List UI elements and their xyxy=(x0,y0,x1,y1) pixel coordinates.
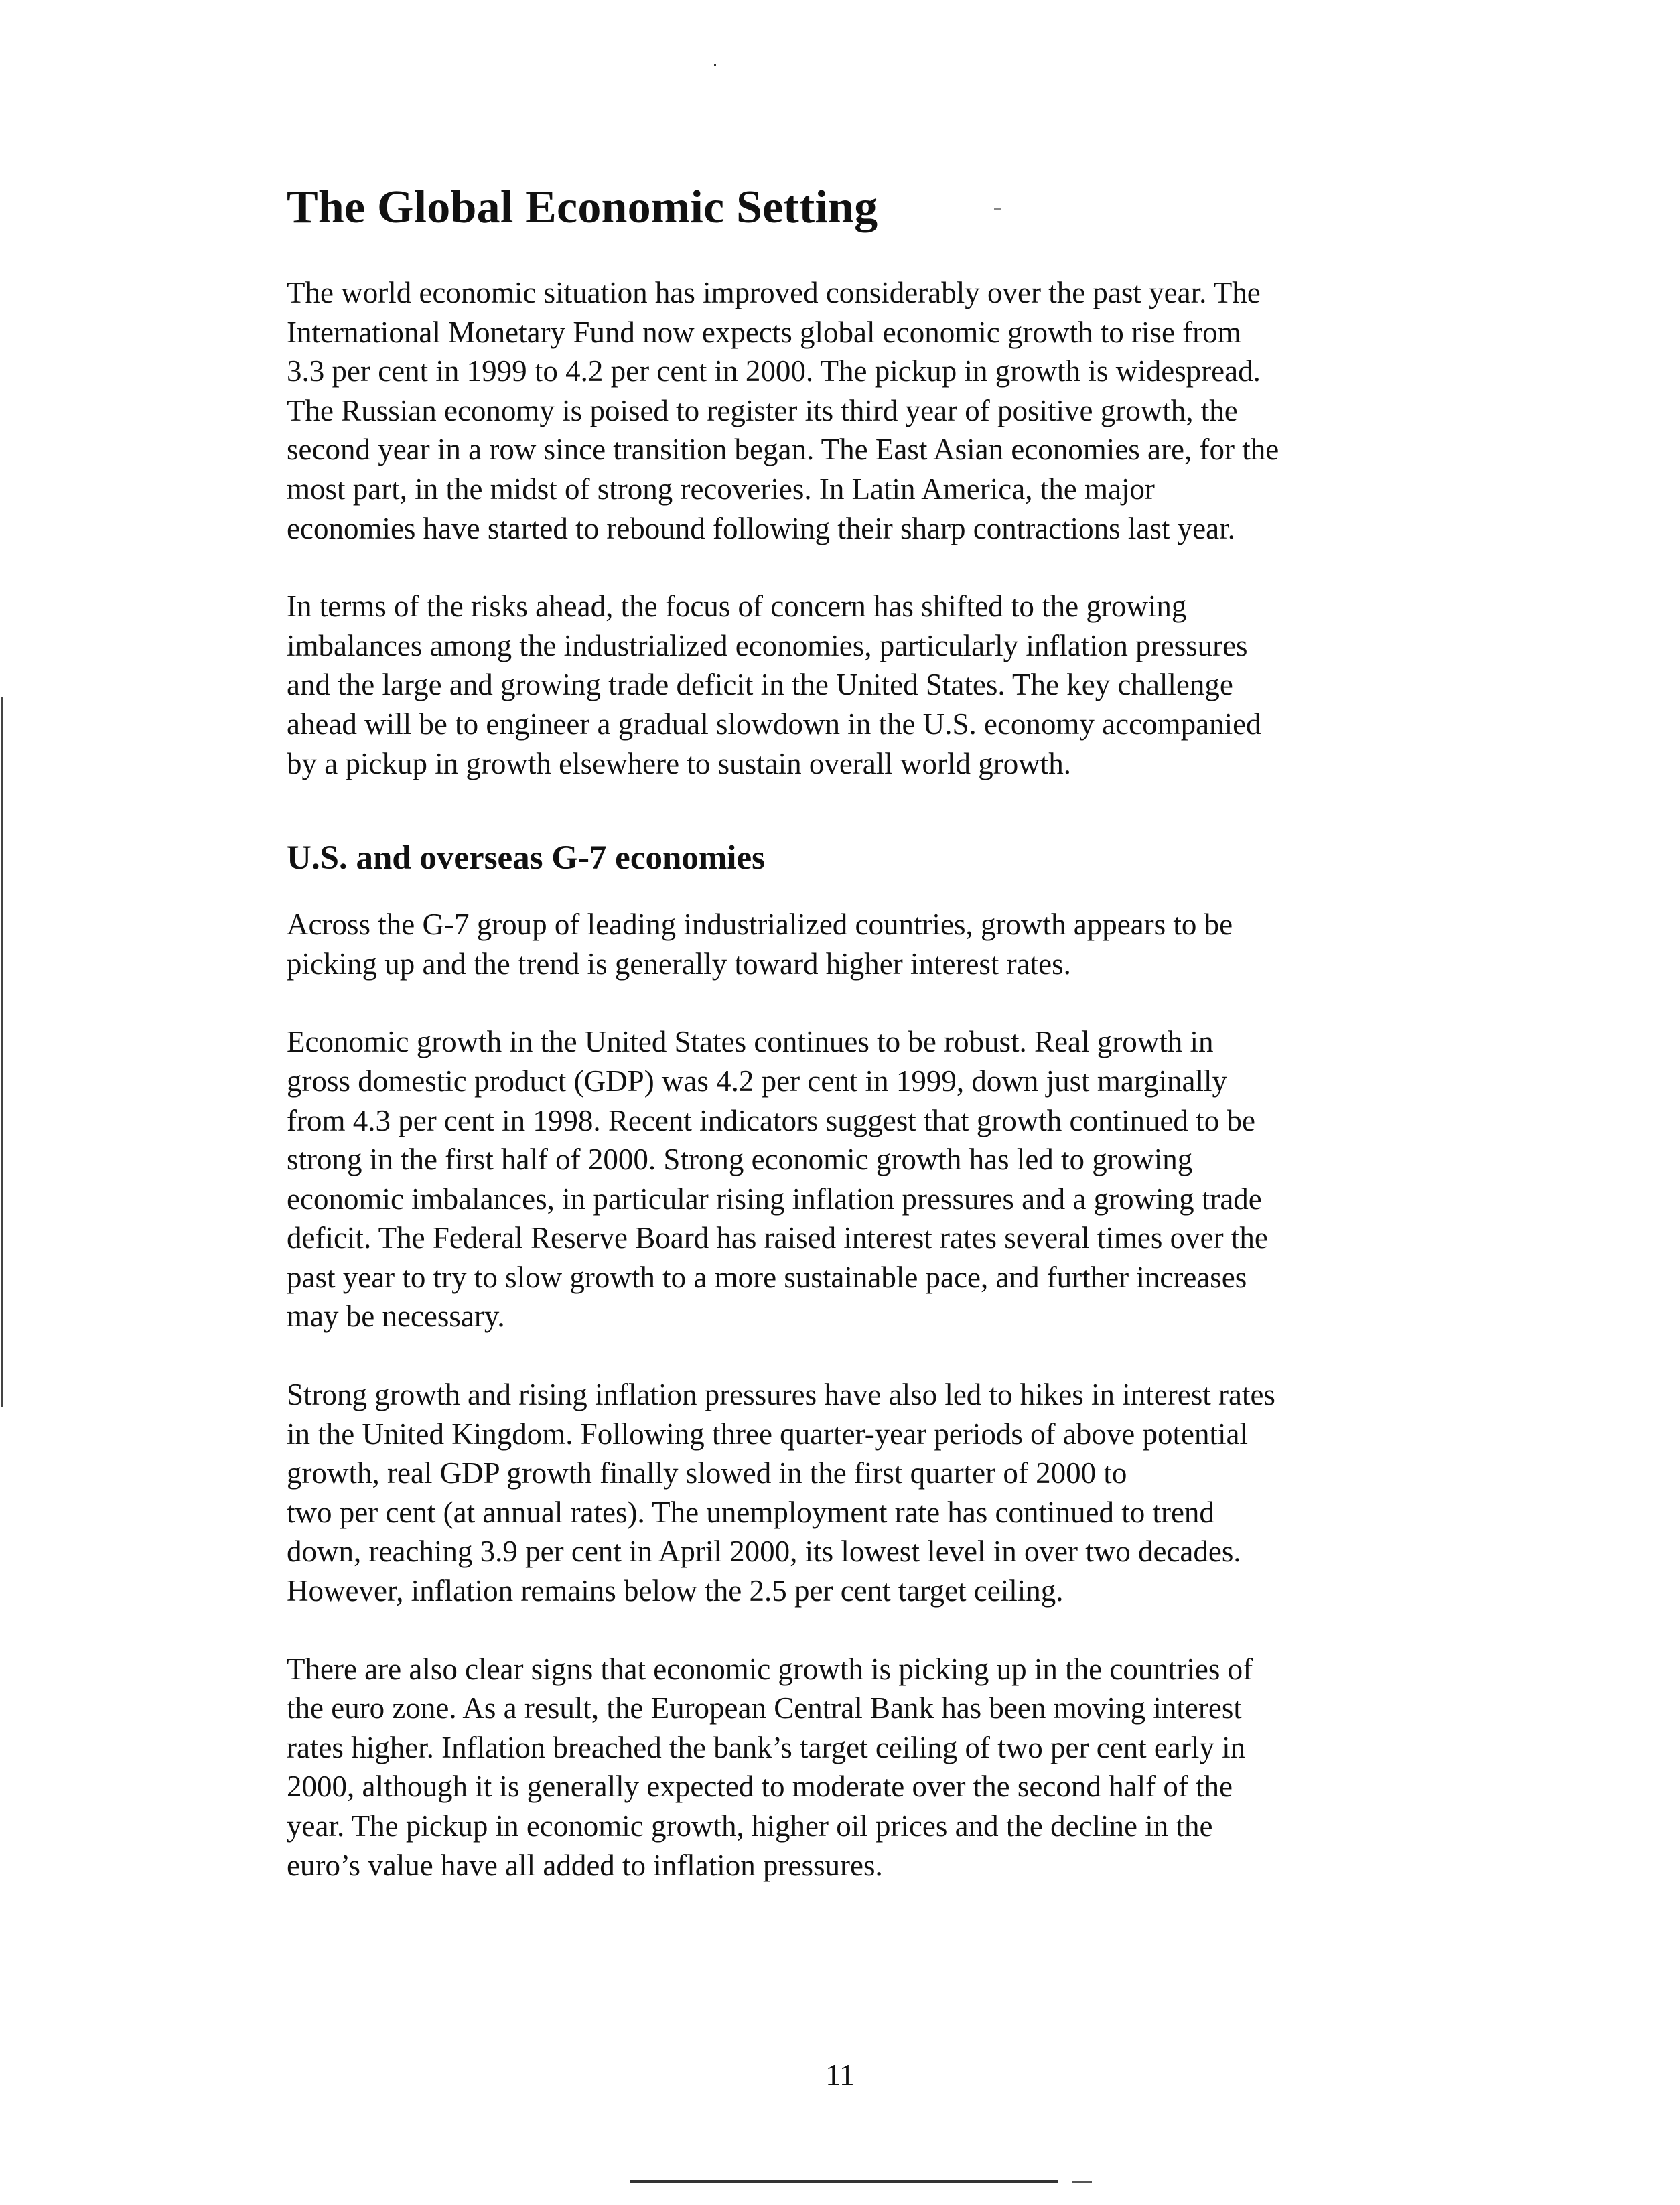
text-line: ahead will be to engineer a gradual slowdown in the U.S. economy accompanied xyxy=(287,707,1261,741)
text-line: two per cent (at annual rates). The unemployment rate has continued to trend xyxy=(287,1495,1214,1529)
paragraph xyxy=(287,1650,1412,1886)
text-line: may be necessary. xyxy=(287,1299,505,1334)
text-line: 2000, although it is generally expected to moderate over the second half of the xyxy=(287,1770,1233,1804)
text-line: euro’s value have all added to inflation pressures. xyxy=(287,1848,883,1882)
scan-edge-line xyxy=(1,697,3,1407)
text-line: There are also clear signs that economic growth is picking up in the countries of xyxy=(287,1652,1253,1686)
text-line: growth, real GDP growth finally slowed in the first quarter of 2000 to xyxy=(287,1456,1127,1490)
scan-speck xyxy=(994,208,1001,210)
text-line: rates higher. Inflation breached the bank’s target ceiling of two per cent early in xyxy=(287,1730,1246,1764)
text-line: picking up and the trend is generally toward higher interest rates. xyxy=(287,946,1071,981)
text-line: in the United Kingdom. Following three quarter-year periods of above potential xyxy=(287,1417,1248,1451)
text-line: imbalances among the industrialized economies, particularly inflation pressures xyxy=(287,628,1248,662)
scan-bottom-rule xyxy=(630,2180,1058,2183)
scan-speck xyxy=(714,64,716,66)
paragraph xyxy=(287,587,1412,783)
text-line: International Monetary Fund now expects global economic growth to rise from xyxy=(287,315,1241,349)
scan-bottom-rule xyxy=(1072,2181,1092,2183)
text-line: gross domestic product (GDP) was 4.2 per cent in 1999, down just marginally xyxy=(287,1064,1227,1098)
text-line: The Russian economy is poised to register its third year of positive growth, the xyxy=(287,393,1238,427)
text-line: economies have started to rebound following their sharp contractions last year. xyxy=(287,511,1235,545)
paragraph xyxy=(287,905,1412,983)
page-number: 11 xyxy=(825,2058,855,2092)
text-line: economic imbalances, in particular rising inflation pressures and a growing trade xyxy=(287,1182,1262,1216)
intro-paragraphs xyxy=(287,273,1412,783)
text-line: the euro zone. As a result, the European Central Bank has been moving interest xyxy=(287,1691,1242,1725)
text-line: strong in the first half of 2000. Strong economic growth has led to growing xyxy=(287,1143,1193,1177)
paragraph xyxy=(287,1375,1412,1611)
text-line: Across the G-7 group of leading industrialized countries, growth appears to be xyxy=(287,908,1233,942)
text-line: from 4.3 per cent in 1998. Recent indicators suggest that growth continued to be xyxy=(287,1103,1255,1137)
paragraph xyxy=(287,273,1412,548)
text-line: deficit. The Federal Reserve Board has raised interest rates several times over the xyxy=(287,1221,1268,1255)
text-line: down, reaching 3.9 per cent in April 2000, its lowest level in over two decades. xyxy=(287,1535,1241,1569)
text-line: Strong growth and rising inflation pressures have also led to hikes in interest rates xyxy=(287,1378,1275,1412)
text-line: second year in a row since transition began. The East Asian economies are, for the xyxy=(287,433,1279,467)
text-line: and the large and growing trade deficit in the United States. The key challenge xyxy=(287,668,1233,702)
section-heading: U.S. and overseas G-7 economies xyxy=(287,839,765,877)
text-line: The world economic situation has improved considerably over the past year. The xyxy=(287,276,1261,309)
text-line: Economic growth in the United States continues to be robust. Real growth in xyxy=(287,1025,1214,1059)
text-line: However, inflation remains below the 2.5 per cent target ceiling. xyxy=(287,1574,1064,1608)
text-line: most part, in the midst of strong recoveries. In Latin America, the major xyxy=(287,472,1155,506)
text-line: 3.3 per cent in 1999 to 4.2 per cent in 2000. The pickup in growth is widespread. xyxy=(287,354,1261,388)
section-paragraphs xyxy=(287,905,1412,1885)
paragraph xyxy=(287,1022,1412,1336)
text-line: by a pickup in growth elsewhere to sustain overall world growth. xyxy=(287,746,1071,780)
text-line: In terms of the risks ahead, the focus of concern has shifted to the growing xyxy=(287,589,1187,624)
text-line: past year to try to slow growth to a more sustainable pace, and further increases xyxy=(287,1260,1247,1294)
document-page xyxy=(287,181,1412,1924)
page-title: The Global Economic Setting xyxy=(287,182,878,233)
text-line: year. The pickup in economic growth, higher oil prices and the decline in the xyxy=(287,1809,1213,1843)
